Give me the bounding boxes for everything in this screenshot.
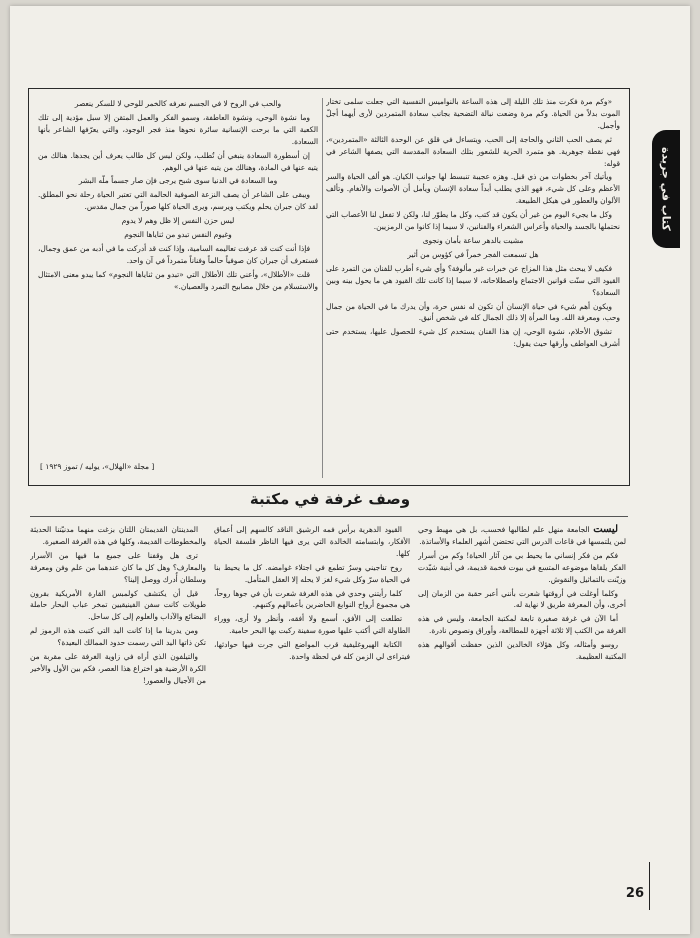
paragraph: ويبقى على الشاعر أن يصف النزعة الصوفية الحالمة التي تعتبر الحياة رحلة نحو المطلق. لقد كان جبران يحلم ويكتب ويرسم، ويرى الحياة كلها صوراً من جمال مقدس.: [38, 190, 318, 212]
page-number: 26: [625, 886, 644, 901]
paragraph: ثم يصف الحب الثاني والحاجة إلى الحب، ويتساءل في قلق عن الوحدة الثالثة «المتمردين»، فهي نقطة جوهرية. هو متمرد الحرية للشعور بتلك السعادة المقدسة التي يصفها الشاعر في قوله:: [326, 134, 620, 168]
title-rule: [30, 516, 628, 517]
article-source: [ مجلة «الهلال»، يوليه / تموز ١٩٢٩ ]: [40, 462, 155, 471]
paragraph: ويكون أهم شيء في حياة الإنسان أن تكون له نفس حرة، وأن يدرك ما في الحياة من جمال وحب، ومعرفة الله. وما المرأة إلا ذلك الجمال كله في شخص أنيق.: [326, 301, 620, 323]
paragraph: فإذا أنت كنت قد عرفت تعاليمه السامية، وإذا كنت قد أدركت ما في أدبه من عمق وجمال، فستعرف أن جبران كان صوفياً حالماً وفناناً متمرداً في آن واحد.: [38, 243, 318, 265]
paragraph: قيل أن يكتشف كولمبس القارة الأمريكية بقرون طويلات كانت سفن الفينيقيين تمخر عباب البحار حاملة البضائع والآداب والعلوم إلى كل ساحل.: [30, 588, 206, 622]
paragraph: ومن يدرينا ما إذا كانت اليد التي كتبت هذه الرموز لم تكن ذاتها اليد التي رسمت حدود الممالك البعيدة؟: [30, 626, 206, 648]
poem-verse: وما السعادة في الدنيا سوى شبح يرجى فإن صار جسماً ملّه البشر: [78, 176, 278, 186]
article-title: وصف غرفة في مكتبة: [249, 490, 411, 508]
lead-word: ليست: [593, 524, 618, 535]
paragraph: روسو وأمثاله، وكل هؤلاء الخالدين الذين حفظت أقوالهم هذه المكتبة العظيمة.: [418, 640, 626, 662]
poem-verse: ليس حزن النفس إلا ظل وهم لا يدوم: [121, 216, 235, 226]
top-article-right-column: [326, 96, 620, 468]
paragraph: فكم من فكر إنساني ما يحيط بي من آثار الحياة! وكم من أسرار الفكر يلقاها موضوعه المتسع في بيوت فخمة قديمة، في أبنية شيّدت وزيّنت بالتماثيل والنقوش.: [418, 550, 626, 584]
bottom-article-column-2: [214, 524, 410, 908]
section-tab: [652, 130, 680, 248]
paragraph: إن أسطورة السعادة ينبغي أن تُطلب، ولكن ليس كل طالب يعرف أين يجدها. هنالك من يتيه عنها في المادة، وهنالك من يتيه عنها في الوهم.: [38, 150, 318, 172]
paragraph: أما الآن في غرفة صغيرة تابعة لمكتبة الجامعة، وليس في هذه الغرفة من الكتب إلا ثلاثة أجهزة للمطالعة، وأوراق ونصوص نادرة.: [418, 614, 626, 636]
column-divider: [322, 98, 323, 478]
paragraph: القيود الدهرية برأس فمه الرشيق الناقد كالسهم إلى أعماق الأفكار، وابتسامته الخالدة التي يرى فيها الناظر فلسفة الحياة كلها.: [214, 525, 410, 558]
poem-verse: والحب في الروح لا في الجسم نعرفه كالخمر للوحي لا للسكر ينعصر: [74, 99, 282, 108]
paragraph: وكل ما يجيء اليوم من غير أن يكون قد كتب، وكل ما يطوّر لنا، ولكن لا تفعل لنا الأعصاب التي نحتملها بالجسد والحياة وأعراس الشعراء والفنانين، لا سيما إذا كانوا من الرمزيين.: [326, 210, 620, 232]
paragraph: المدينتان القديمتان اللتان بزغت منهما مدنيّتنا الحديثة والمخطوطات القديمة، وكلها في هذه الغرفة الصغيرة.: [30, 525, 206, 546]
poem-verse: هل تسمعت الفجر خمراً في كؤوس من أثير: [407, 249, 539, 259]
paragraph: تشوق الأحلام، نشوة الوحي، إن هذا الفنان يستخدم كل شيء للحصول عليها، يستخدم حتى أشرف العواطف وأرقها حيث يقول:: [326, 327, 620, 349]
paragraph: ترى هل وقفنا على جميع ما فيها من الأسرار والمعارف؟ وهل كل ما كان عندهما من علم وفن ومعرفة وسلطان أُدرك ووصل إلينا؟: [30, 550, 206, 584]
paragraph: وكلما أوغلت في أروقتها شعرت بأنني أعبر حقبة من الزمان إلى أخرى، وأن المعرفة طريق لا نهاية له.: [418, 588, 626, 610]
section-tab-label: كتاب في جريدة: [659, 147, 673, 231]
bottom-article-column-1: [418, 524, 626, 908]
page-number-rule: [649, 862, 650, 910]
top-article-left-column: [38, 96, 318, 436]
paragraph: تطلعت إلى الأفق، أسمع ولا أفقه، وأنظر ولا أرى، ووراء الطاولة التي أكتب عليها صورة سفينة ركبت بها البحر حامية.: [214, 614, 410, 636]
bottom-article-column-3: [30, 524, 206, 904]
paragraph: وما نشوة الوحي، ونشوة العاطفة، وسمو الفكر والعمل المتقن إلا سبل مؤدية إلى تلك الكعبة التي ما برحت الإنسانية سائرة نحوها منذ فجر الوجود، والتي يعرّفها الشاعر بأنها السعادة.: [38, 112, 318, 146]
paragraph: قلت «الأطلال»، وأعني تلك الأطلال التي «تبدو من ثناياها النجوم» كما يبدو معنى الامتثال والاستسلام من خلال مصابيح التمرد والعصيان.»: [38, 269, 318, 291]
paragraph: كلما رأيتني وحدي في هذه الغرفة شعرت بأن في جوها روحاً، هي مجموع أرواح النوابغ الحاضرين بأعمالهم وكتبهم.: [214, 588, 410, 610]
paragraph: الجامعة منهل علم لطالبها فحسب، بل هي مهبط وحي لمن يلتمسها في قاعات الدرس التي تحتضن أشهر العلماء والأساتذة.: [418, 525, 626, 546]
poem-verse: وغيوم النفس تبدو من ثناياها النجوم: [124, 230, 232, 240]
paragraph: الكتابة الهيروغليفية قرب المواضع التي جرت فيها حوادثها، فيتراءى لي الزمن كله في لحظة واحدة.: [214, 640, 410, 662]
paragraph: فكيف لا يبحث مثل هذا المزاج عن خبرات غير مألوفة؟ وأي شيء أطرب للفنان من التمرد على القيود التي سنّت قوانين الاجتماع واصطلاحاته، لا سيما إذا كانت تلك القيود هي ما يحول بينه وبين السعادة؟: [326, 263, 620, 297]
paragraph: والتيلفون الذي أراه في زاوية الغرفة على مقربة من الكرة الأرضية هو اختراع هذا العصر، فكم بين الأول والأخير من الأجيال والعصور!: [30, 652, 206, 685]
paragraph: ويأتيك آخر بخطوات من ذي قبل. وهزه عجيبة تنبسط لها جوانب الكيان. هو ألف الحياة والسر الأعظم وعلى كل شيء، فهو الذي يطلب أبداً سعادة الإنسان ويأمل أن الأصوات والأنغام. وتألف الألوان والعطور في هيكل الطبيعة.: [326, 172, 620, 206]
poem-verse: مشيت بالدهر ساعة بأمان ونجوى: [422, 235, 524, 245]
paragraph: روح تناجيني وسرٌ تطمع في اجتلاء غوامضه. كل ما يحيط بنا في الحياة سرّ وكل شيء لغز لا يحله إلا العقل المتأمل.: [214, 562, 410, 584]
paragraph: «وكم مرة فكرت منذ تلك الليلة إلى هذه الساعة بالنواميس النفسية التي جعلت سلمى تختار الموت بدلاً من الحياة. وكم مرة وضعت نبالة التضحية بجانب سعادة المتمردين لأرى أيهما أجلّ وأجمل.: [326, 97, 620, 130]
